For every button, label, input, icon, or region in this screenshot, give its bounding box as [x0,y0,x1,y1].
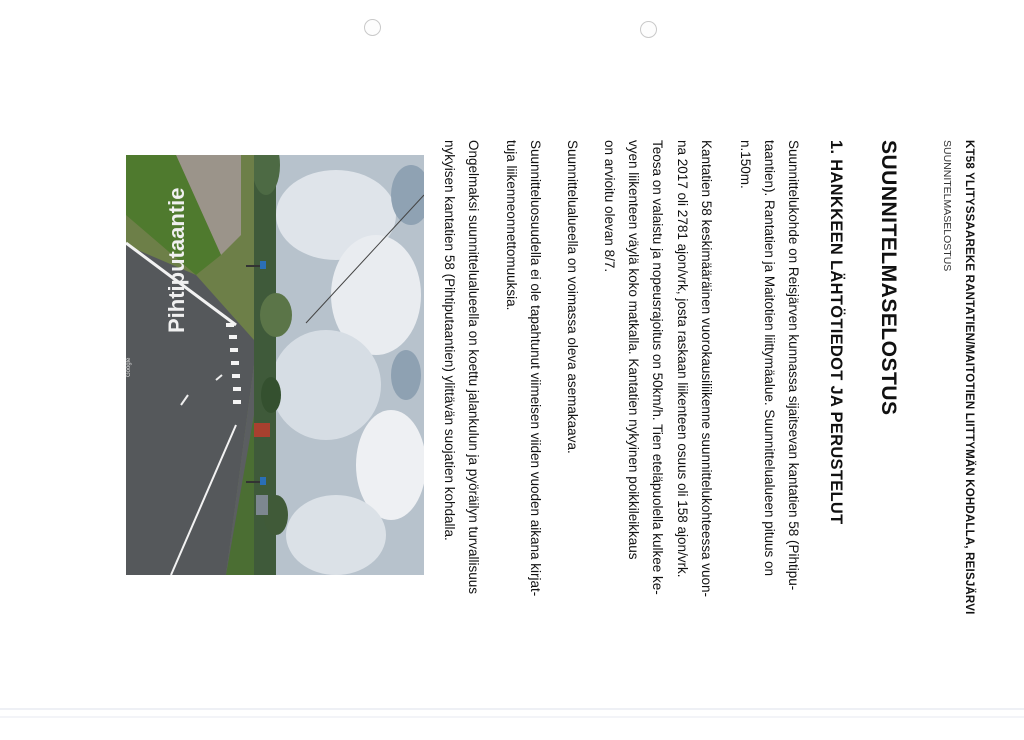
binder-hole-right [640,21,657,38]
paragraph-line: Suunnitteluosuudella ei ole tapahtunut viimeisen viiden vuoden aikana kirjat- [528,140,543,597]
paragraph-line: na 2017 oli 2781 ajon/vrk, josta raskaan liikenteen osuus oli 158 ajon/vrk. [675,140,690,578]
road-marking-text: Pihtiputaantie [164,187,189,333]
paragraph-line: nykyisen kantatien 58 (Pihtiputaantien) ylittävän suojatien kohdalla. [442,140,457,541]
paragraph-line: tuja liikenneonnettomuuksia. [504,140,519,311]
google-watermark: Google [126,357,132,377]
project-header: KT58 YLITYSSAAREKE RANTATIEN/MAITOTIEN LIITTYMÄN KOHDALLA, REISJÄRVI [963,140,975,615]
paragraph-line: vyen liikenteen väylä koko matkalla. Kantatien nykyinen poikkileikkaus [626,140,641,560]
binder-hole-left [364,19,381,36]
paragraph-line: Kantatien 58 keskimääräinen vuorokausiliikenne suunnittelukohteessa vuon- [699,140,714,598]
paragraph-line: Ongelmaksi suunnittelualueella on koettu jalankulun ja pyöräilyn turvallisuus [466,140,481,595]
scan-artifact [0,716,1024,718]
doc-type-header: SUUNNITELMASELOSTUS [941,140,953,272]
page-title: SUUNNITELMASELOSTUS [877,140,900,416]
paragraph-line: n.150m. [738,140,753,189]
section-heading: 1. HANKKEEN LÄHTÖTIEDOT JA PERUSTELUT [827,140,845,525]
paragraph-line: taantien). Rantatien ja Maitotien liittymäalue. Suunnittelualueen pituus on [762,140,777,577]
scan-artifact [0,708,1024,710]
paragraph-line: Suunnittelualueella on voimassa oleva asemakaava. [565,140,580,454]
paragraph-line: Teosa on valaistu ja nopeusrajoitus on 50km/h. Tien eteläpuolella kulkee ke- [650,140,665,595]
paragraph-line: on arvioitu olevan 8/7. [602,140,617,273]
street-photo [126,155,424,575]
paragraph-line: Suunnittelukohde on Reisjärven kunnassa sijaitsevan kantatien 58 (Pihtipu- [786,140,801,591]
